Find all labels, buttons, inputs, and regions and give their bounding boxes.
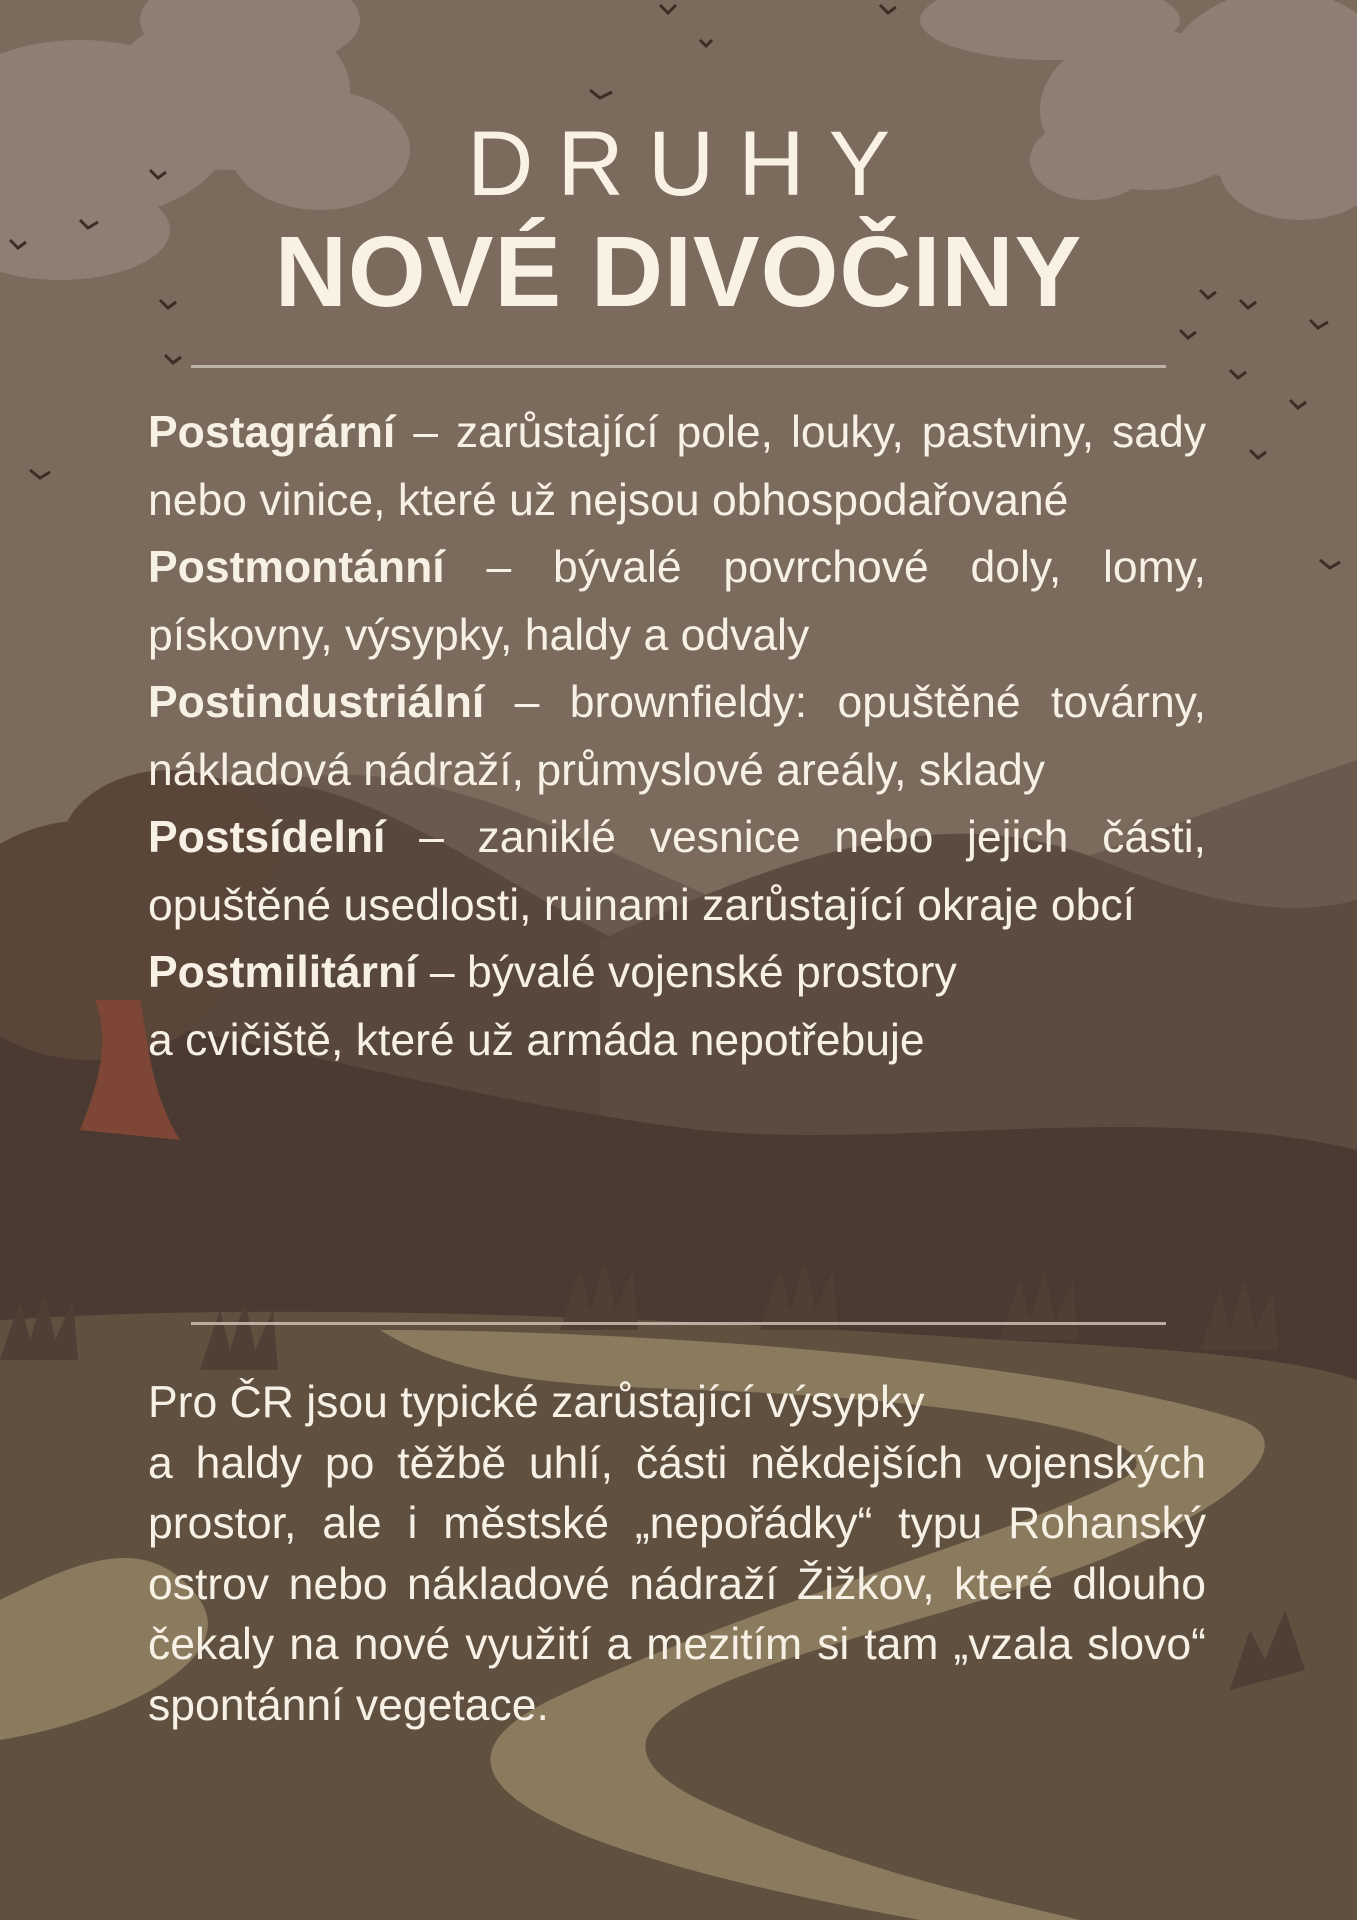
type-term: Postsídelní [148,813,386,862]
type-description: – zaniklé vesnice nebo jejich části, opuštěné usedlosti, ruinami zarůstající okraje obcí [148,813,1206,930]
title-line-2: NOVÉ DIVOČINY [274,216,1083,328]
bottom-divider [191,1322,1166,1325]
type-item-postmontanni [148,534,1206,669]
type-term: Postagrární [148,408,396,457]
type-description: – zarůstající pole, louky, pastviny, sady nebo vinice, které už nejsou obhospodařované [148,408,1206,525]
type-term: Postmilitární [148,948,418,997]
note-first-line: Pro ČR jsou typické zarůstající výsypky [148,1378,925,1427]
title-line-1: DRUHY [466,113,915,215]
note-paragraph [148,1373,1206,1736]
type-item-postmilitarni [148,939,1206,1074]
type-description-cont: a cvičiště, které už armáda nepotřebuje [148,1015,925,1065]
type-item-postagrarni [148,399,1206,534]
note-rest: a haldy po těžbě uhlí, části někdejších vojenských prostor, ale i městské „nepořádky“ typu Rohanský ostrov nebo nákladové nádraží Žižkov, které dlouho čekaly na nové využití a mezitím si tam „vzala slovo“ spontánní vegetace. [148,1438,1206,1730]
wilderness-types-list [148,399,1206,1074]
type-item-postindustrialni [148,669,1206,804]
type-description: – brownfieldy: opuštěné továrny, nákladová nádraží, průmyslové areály, sklady [148,678,1206,795]
type-item-postsidelni [148,804,1206,939]
type-description: – bývalé vojenské prostory [417,948,957,997]
type-term: Postmontánní [148,543,445,592]
top-divider [191,365,1166,368]
type-description: – bývalé povrchové doly, lomy, pískovny, výsypky, haldy a odvaly [148,543,1206,660]
type-term: Postindustriální [148,678,485,727]
